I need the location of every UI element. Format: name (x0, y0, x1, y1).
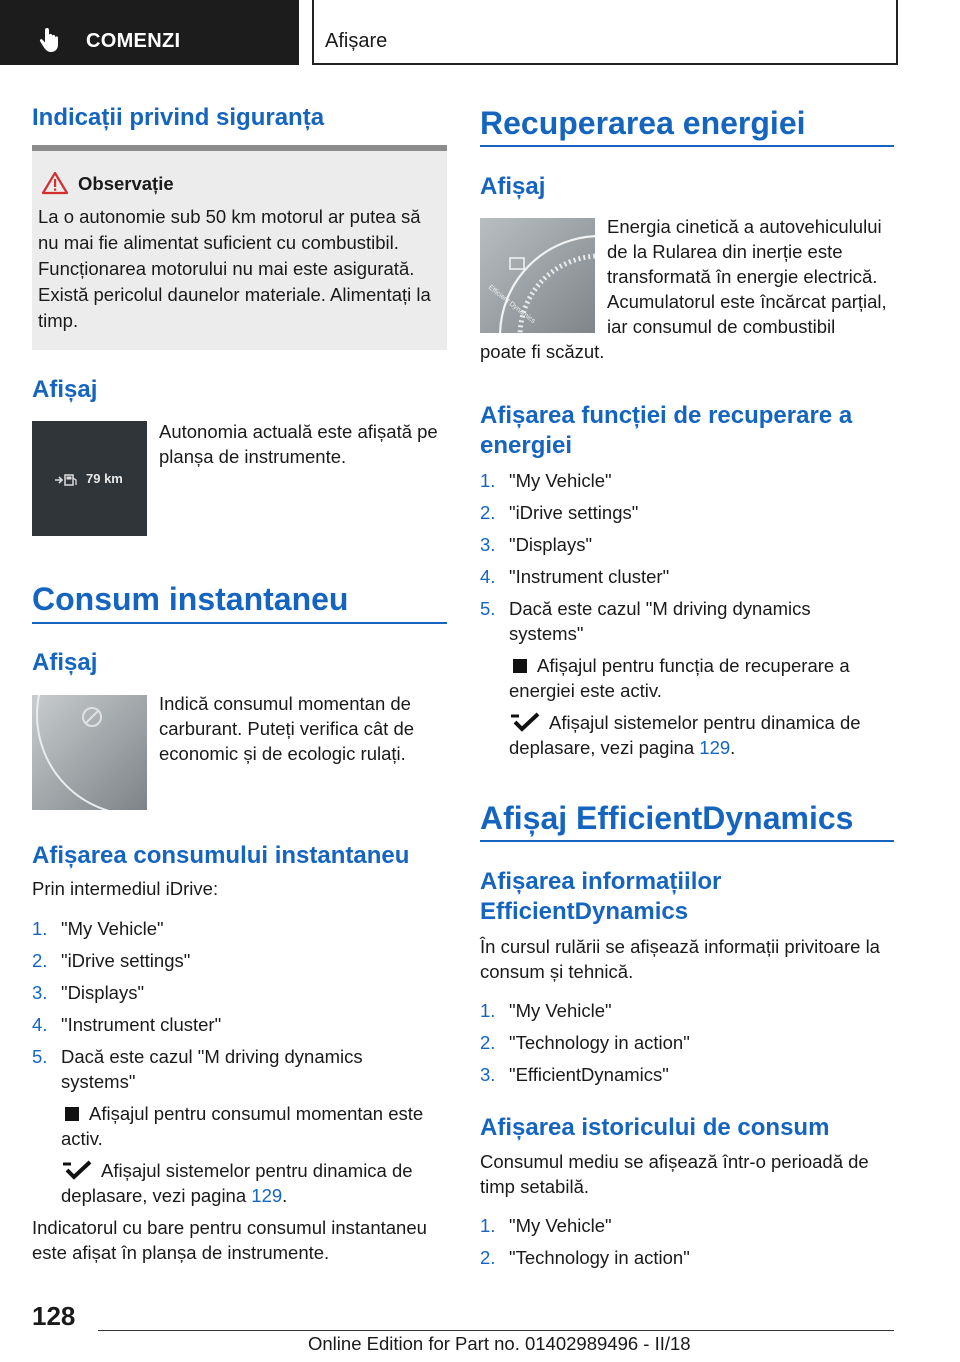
page-link-129[interactable]: 129 (699, 737, 731, 758)
list-item: 4. "Instrument cluster" (32, 1014, 222, 1035)
afisare-info-heading: Afișarea informațiilor EfficientDynamics (480, 868, 722, 925)
efficientdynamics-heading-rule (480, 840, 894, 842)
hand-pointer-icon (38, 26, 66, 54)
afisare-istoric-text: Consumul mediu se afișează într-o perioadă de timp setabilă. (480, 1151, 869, 1197)
left-sub1: Afișajul pentru consumul momentan este activ. (61, 1103, 424, 1149)
right-steps-list (480, 468, 895, 653)
afisare-info-text: În cursul rulării se afișează informații privitoare la consum și tehnică. (480, 936, 880, 982)
list-item: 2. "Technology in action" (480, 1247, 690, 1268)
consumption-gauge-graphic (32, 695, 147, 810)
ed-steps-list (480, 998, 895, 1094)
left-bottom-text: Indicatorul cu bare pentru consumul instantaneu este afișat în planșa de instrumente. (32, 1217, 427, 1263)
afisaj-recup-text: Energia cinetică a autovehiculului de la Rularea din inerție este transformată în energie electrică. Acumulatorul este încărcat parțial, iar consumul de combustibil (607, 216, 887, 337)
afisaj-consum-heading: Afișaj (32, 649, 98, 676)
list-item: 5. Dacă este cazul "M driving dynamics systems" (32, 1046, 363, 1092)
header-chapter-tab (312, 0, 898, 65)
afisaj-recup-heading: Afișaj (480, 173, 546, 200)
afisare-istoric-heading: Afișarea istoricului de consum (480, 1114, 830, 1141)
list-item: 2. "iDrive settings" (32, 950, 191, 971)
square-checkbox-icon (513, 659, 527, 673)
list-item: 2. "Technology in action" (480, 1032, 690, 1053)
page-link-129[interactable]: 129 (251, 1185, 283, 1206)
list-item: 1. "My Vehicle" (480, 470, 612, 491)
page-number: 128 (32, 1301, 76, 1331)
check-mark-icon (509, 712, 541, 732)
notice-box (32, 145, 447, 350)
square-checkbox-icon (65, 1107, 79, 1121)
efficientdynamics-heading: Afișaj EfficientDynamics (480, 800, 854, 836)
notice-title: Observație (78, 173, 174, 194)
footer-edition: Online Edition for Part no. 01402989496 - II/18 (308, 1333, 691, 1354)
right-sub1: Afișajul pentru funcția de recuperare a energiei este activ. (509, 655, 850, 701)
safety-heading: Indicații privind siguranța (32, 104, 325, 131)
range-value: 79 km (86, 471, 123, 486)
footer-rule (98, 1330, 894, 1331)
notice-top-bar (32, 145, 447, 151)
afisare-consum-heading: Afișarea consumului instantaneu (32, 842, 410, 869)
efficient-dynamics-gauge-image (480, 218, 595, 333)
list-item: 1. "My Vehicle" (480, 1000, 612, 1021)
afisaj-consum-text: Indică consumul momentan de carburant. Puteți verifica cât de economic și de ecologic rulați. (159, 693, 415, 764)
afisare-consum-intro: Prin intermediul iDrive: (32, 878, 219, 899)
list-item: 3. "Displays" (480, 534, 593, 555)
list-item: 3. "EfficientDynamics" (480, 1064, 669, 1085)
consumption-gauge-image (32, 695, 147, 810)
recuperare-heading: Recuperarea energiei (480, 105, 806, 141)
consum-heading: Consum instantaneu (32, 581, 349, 617)
efficient-dynamics-graphic (480, 218, 595, 333)
warning-triangle-icon (42, 171, 68, 195)
list-item: 5. Dacă este cazul "M driving dynamics systems" (480, 598, 811, 644)
consum-heading-rule (32, 622, 447, 624)
list-item: 2. "iDrive settings" (480, 502, 639, 523)
istoric-steps-list (480, 1213, 895, 1277)
recuperare-heading-rule (480, 145, 894, 147)
header-chapter-label: Afișare (325, 30, 388, 52)
list-item: 1. "My Vehicle" (32, 918, 164, 939)
list-item: 4. "Instrument cluster" (480, 566, 670, 587)
check-mark-icon (61, 1160, 93, 1180)
left-steps-list (32, 916, 447, 1101)
list-item: 3. "Displays" (32, 982, 145, 1003)
header-section-label: COMENZI (86, 30, 181, 52)
afisaj-recup-text-end: poate fi scăzut. (480, 341, 605, 362)
notice-text: La o autonomie sub 50 km motorul ar putea să nu mai fie alimentat suficient cu combustibil. Funcționarea motorului nu mai este asigurată. Există pericolul daunelor materiale. Alimentați la timp. (38, 206, 431, 331)
list-item: 1. "My Vehicle" (480, 1215, 612, 1236)
range-display-image (32, 421, 147, 536)
gauge-label: Efficient Dynamics (486, 284, 537, 325)
afisaj-range-heading: Afișaj (32, 376, 98, 403)
right-sub2: Afișajul sistemelor pentru dinamica de deplasare, vezi pagina 129. (509, 712, 861, 758)
afisaj-range-text: Autonomia actuală este afișată pe planșa de instrumente. (159, 421, 438, 467)
header-section-tab[interactable] (0, 0, 299, 65)
afisare-functie-heading: Afișarea funcției de recuperare a energiei (480, 402, 853, 459)
fuel-pump-icon (54, 473, 78, 487)
left-sub2: Afișajul sistemelor pentru dinamica de deplasare, vezi pagina 129. (61, 1160, 413, 1206)
